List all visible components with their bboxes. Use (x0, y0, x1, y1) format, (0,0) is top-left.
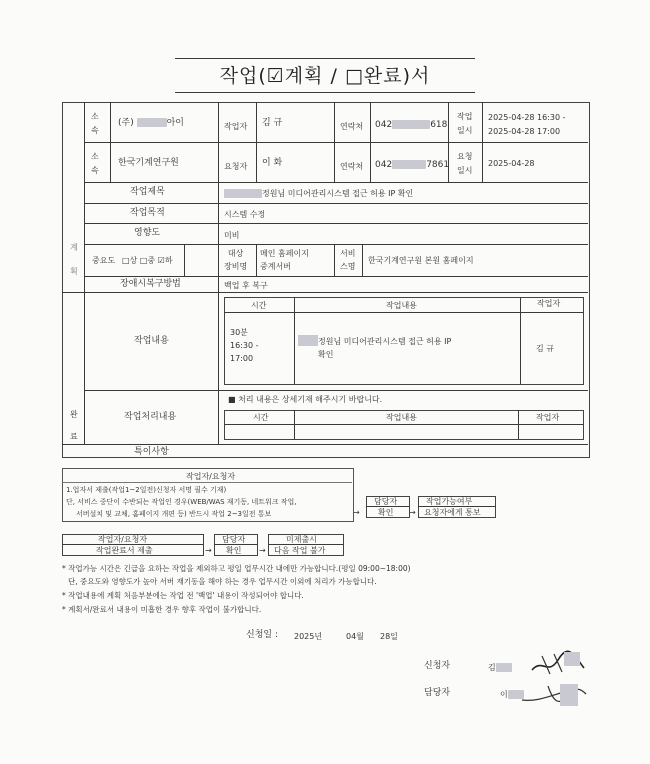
result-header-line (224, 424, 583, 425)
sosok1-label: 소 속 (91, 112, 99, 135)
wc-col-line (520, 297, 521, 384)
row-line (84, 203, 588, 204)
row-line (84, 142, 588, 143)
arrow-4: → (259, 546, 266, 555)
requester-phone: 042 7861 (375, 160, 450, 170)
col-line (218, 102, 219, 444)
applicant-signature-icon (528, 648, 588, 678)
date-day: 28일 (380, 632, 398, 641)
work-title-label: 작업제목 (130, 187, 165, 197)
service-label: 서비 스명 (340, 249, 356, 271)
work-title-value: 정원님 미디어관리시스템 접근 허용 IP 확인 (224, 188, 413, 199)
note-4: * 계획서/완료서 내용이 미흡한 경우 향후 작업이 불가합니다. (62, 605, 262, 614)
wc-header-line (224, 312, 583, 313)
result-header-content: 작업내용 (386, 413, 417, 422)
worker-label: 작업자 (224, 122, 248, 131)
row-line (84, 244, 588, 245)
work-purpose-label: 작업목적 (130, 208, 165, 218)
result-col-line (518, 410, 519, 439)
flow-line1: 1.업자서 제출(작업1~2일전)신청자 서명 필수 기재) (66, 486, 227, 494)
flow-line3: 서버설치 및 교체, 홈페이지 개편 등) 반드시 작업 2~3일전 통보 (76, 510, 272, 518)
title-bottom-line (175, 92, 475, 93)
row-line (84, 182, 588, 183)
result-header-worker: 작업자 (536, 413, 560, 422)
work-datetime-label: 작업 일시 (457, 112, 473, 135)
row-line (62, 292, 588, 293)
work-datetime-end: 2025-04-28 17:00 (488, 127, 561, 136)
impact-label: 영향도 (134, 228, 161, 238)
result-col-line (294, 410, 295, 439)
special-label: 특이사항 (134, 447, 169, 457)
title-top-line (175, 58, 475, 59)
result-header-time: 시간 (253, 413, 269, 422)
row-line (84, 276, 588, 277)
row-line (84, 223, 588, 224)
sosok2-label: 소 속 (91, 152, 99, 175)
request-date-label: 요청 일시 (457, 152, 473, 175)
requester-label: 요청자 (224, 162, 248, 171)
flow-b3-head: 작업자/요청자 (98, 535, 148, 544)
flow-line2: 단, 서비스 중단이 수반되는 작업인 경우(WEB/WAS 재기동, 네트워크 작업, (66, 498, 297, 506)
col-line (362, 244, 363, 276)
done-side-label: 완 료 (70, 410, 78, 441)
target-label: 대상 장비명 (224, 249, 248, 271)
wc-header-content: 작업내용 (386, 301, 417, 310)
wc-header-time: 시간 (251, 301, 267, 310)
flow-b2-body: 요청자에게 통보 (424, 508, 481, 517)
wc-col-line (294, 297, 295, 384)
flow-b1-body: 확인 (378, 508, 394, 517)
date-year: 2025년 (294, 632, 323, 641)
col-line (256, 244, 257, 276)
work-content-label: 작업내용 (134, 336, 169, 346)
arrow-3: → (205, 546, 212, 555)
importance-label: 중요도 (92, 256, 116, 265)
wc-time: 30분 16:30 - 17:00 (230, 328, 259, 363)
flow-b5-body: 다음 작업 불가 (274, 546, 326, 555)
work-datetime-start: 2025-04-28 16:30 - (488, 113, 566, 122)
impact-value: 미비 (224, 231, 240, 240)
work-purpose-value: 시스템 수정 (224, 210, 266, 219)
manager-signature-icon (520, 678, 590, 712)
note-3: * 작업내용에 계획 처음부분에는 작업 전 '백업' 내용이 작성되어야 합니다. (62, 591, 304, 600)
sosok1-value: (주) 아이 (118, 118, 184, 128)
note-2: 단, 중요도와 영향도가 높아 서버 재기동을 해야 하는 경우 업무시간 이외에 처리가 가능합니다. (68, 577, 377, 586)
service-value: 한국기계연구원 본원 홈페이지 (368, 256, 474, 265)
col-line (334, 102, 335, 182)
col-line (110, 102, 111, 182)
flow-b3-body: 작업완료서 제출 (96, 546, 153, 555)
document-title: 작업(☑계획 / □완료)서 (219, 65, 431, 87)
failure-recovery-value: 백업 후 복구 (224, 281, 268, 290)
plan-side-label: 계 획 (70, 243, 78, 276)
worker-phone: 042 618 (375, 120, 448, 130)
date-month: 04월 (346, 632, 364, 641)
arrow-2: → (409, 508, 416, 517)
flow-b5-head: 미제출시 (286, 535, 317, 544)
col-line (256, 102, 257, 182)
request-date-value: 2025-04-28 (488, 159, 535, 168)
result-note: ■ 처리 내용은 상세기재 해주시기 바랍니다. (228, 395, 383, 404)
requester-name: 이 화 (262, 158, 283, 168)
row-line (84, 390, 588, 391)
manager-label: 담당자 (424, 688, 451, 698)
wc-header-worker: 작업자 (537, 299, 561, 308)
flow-top-box-line (62, 482, 352, 483)
applicant-label: 신청자 (424, 661, 451, 671)
contact-label: 연락처 (340, 122, 364, 131)
wc-content-redaction (298, 335, 318, 346)
col-line (84, 102, 85, 444)
wc-worker: 김 규 (536, 344, 554, 353)
col-line (370, 102, 371, 182)
col-line (184, 244, 185, 276)
importance-options: □상 □중 ☑하 (122, 256, 173, 265)
manager-name: 이 (500, 689, 524, 700)
failure-recovery-label: 장애시복구방법 (120, 279, 181, 289)
arrow-1: → (353, 508, 360, 517)
applicant-name: 김 (488, 662, 512, 673)
note-1: * 작업가능 시간은 긴급을 요하는 작업을 제외하고 평일 업무시간 내에만 가능합니다.(평일 09:00~18:00) (62, 564, 411, 573)
col-line (334, 244, 335, 276)
wc-content: 정원님 미디어관리시스템 접근 허용 IP 확인 (318, 337, 452, 359)
flow-b4-head: 담당자 (222, 535, 246, 544)
target-value: 메인 홈페이지 중계서버 (260, 249, 309, 271)
flow-top-box-label: 작업자/요청자 (186, 472, 236, 481)
flow-b4-body: 확인 (226, 546, 242, 555)
row-line (62, 444, 588, 445)
date-label: 신청일 : (246, 630, 278, 640)
result-label: 작업처리내용 (124, 412, 177, 422)
contact2-label: 연락처 (340, 162, 364, 171)
worker-name: 김 규 (262, 118, 283, 128)
col-line (482, 102, 483, 182)
sosok2-value: 한국기계연구원 (118, 158, 179, 168)
flow-b2-head: 작업가능여부 (426, 497, 473, 506)
flow-b1-head: 담당자 (374, 497, 398, 506)
